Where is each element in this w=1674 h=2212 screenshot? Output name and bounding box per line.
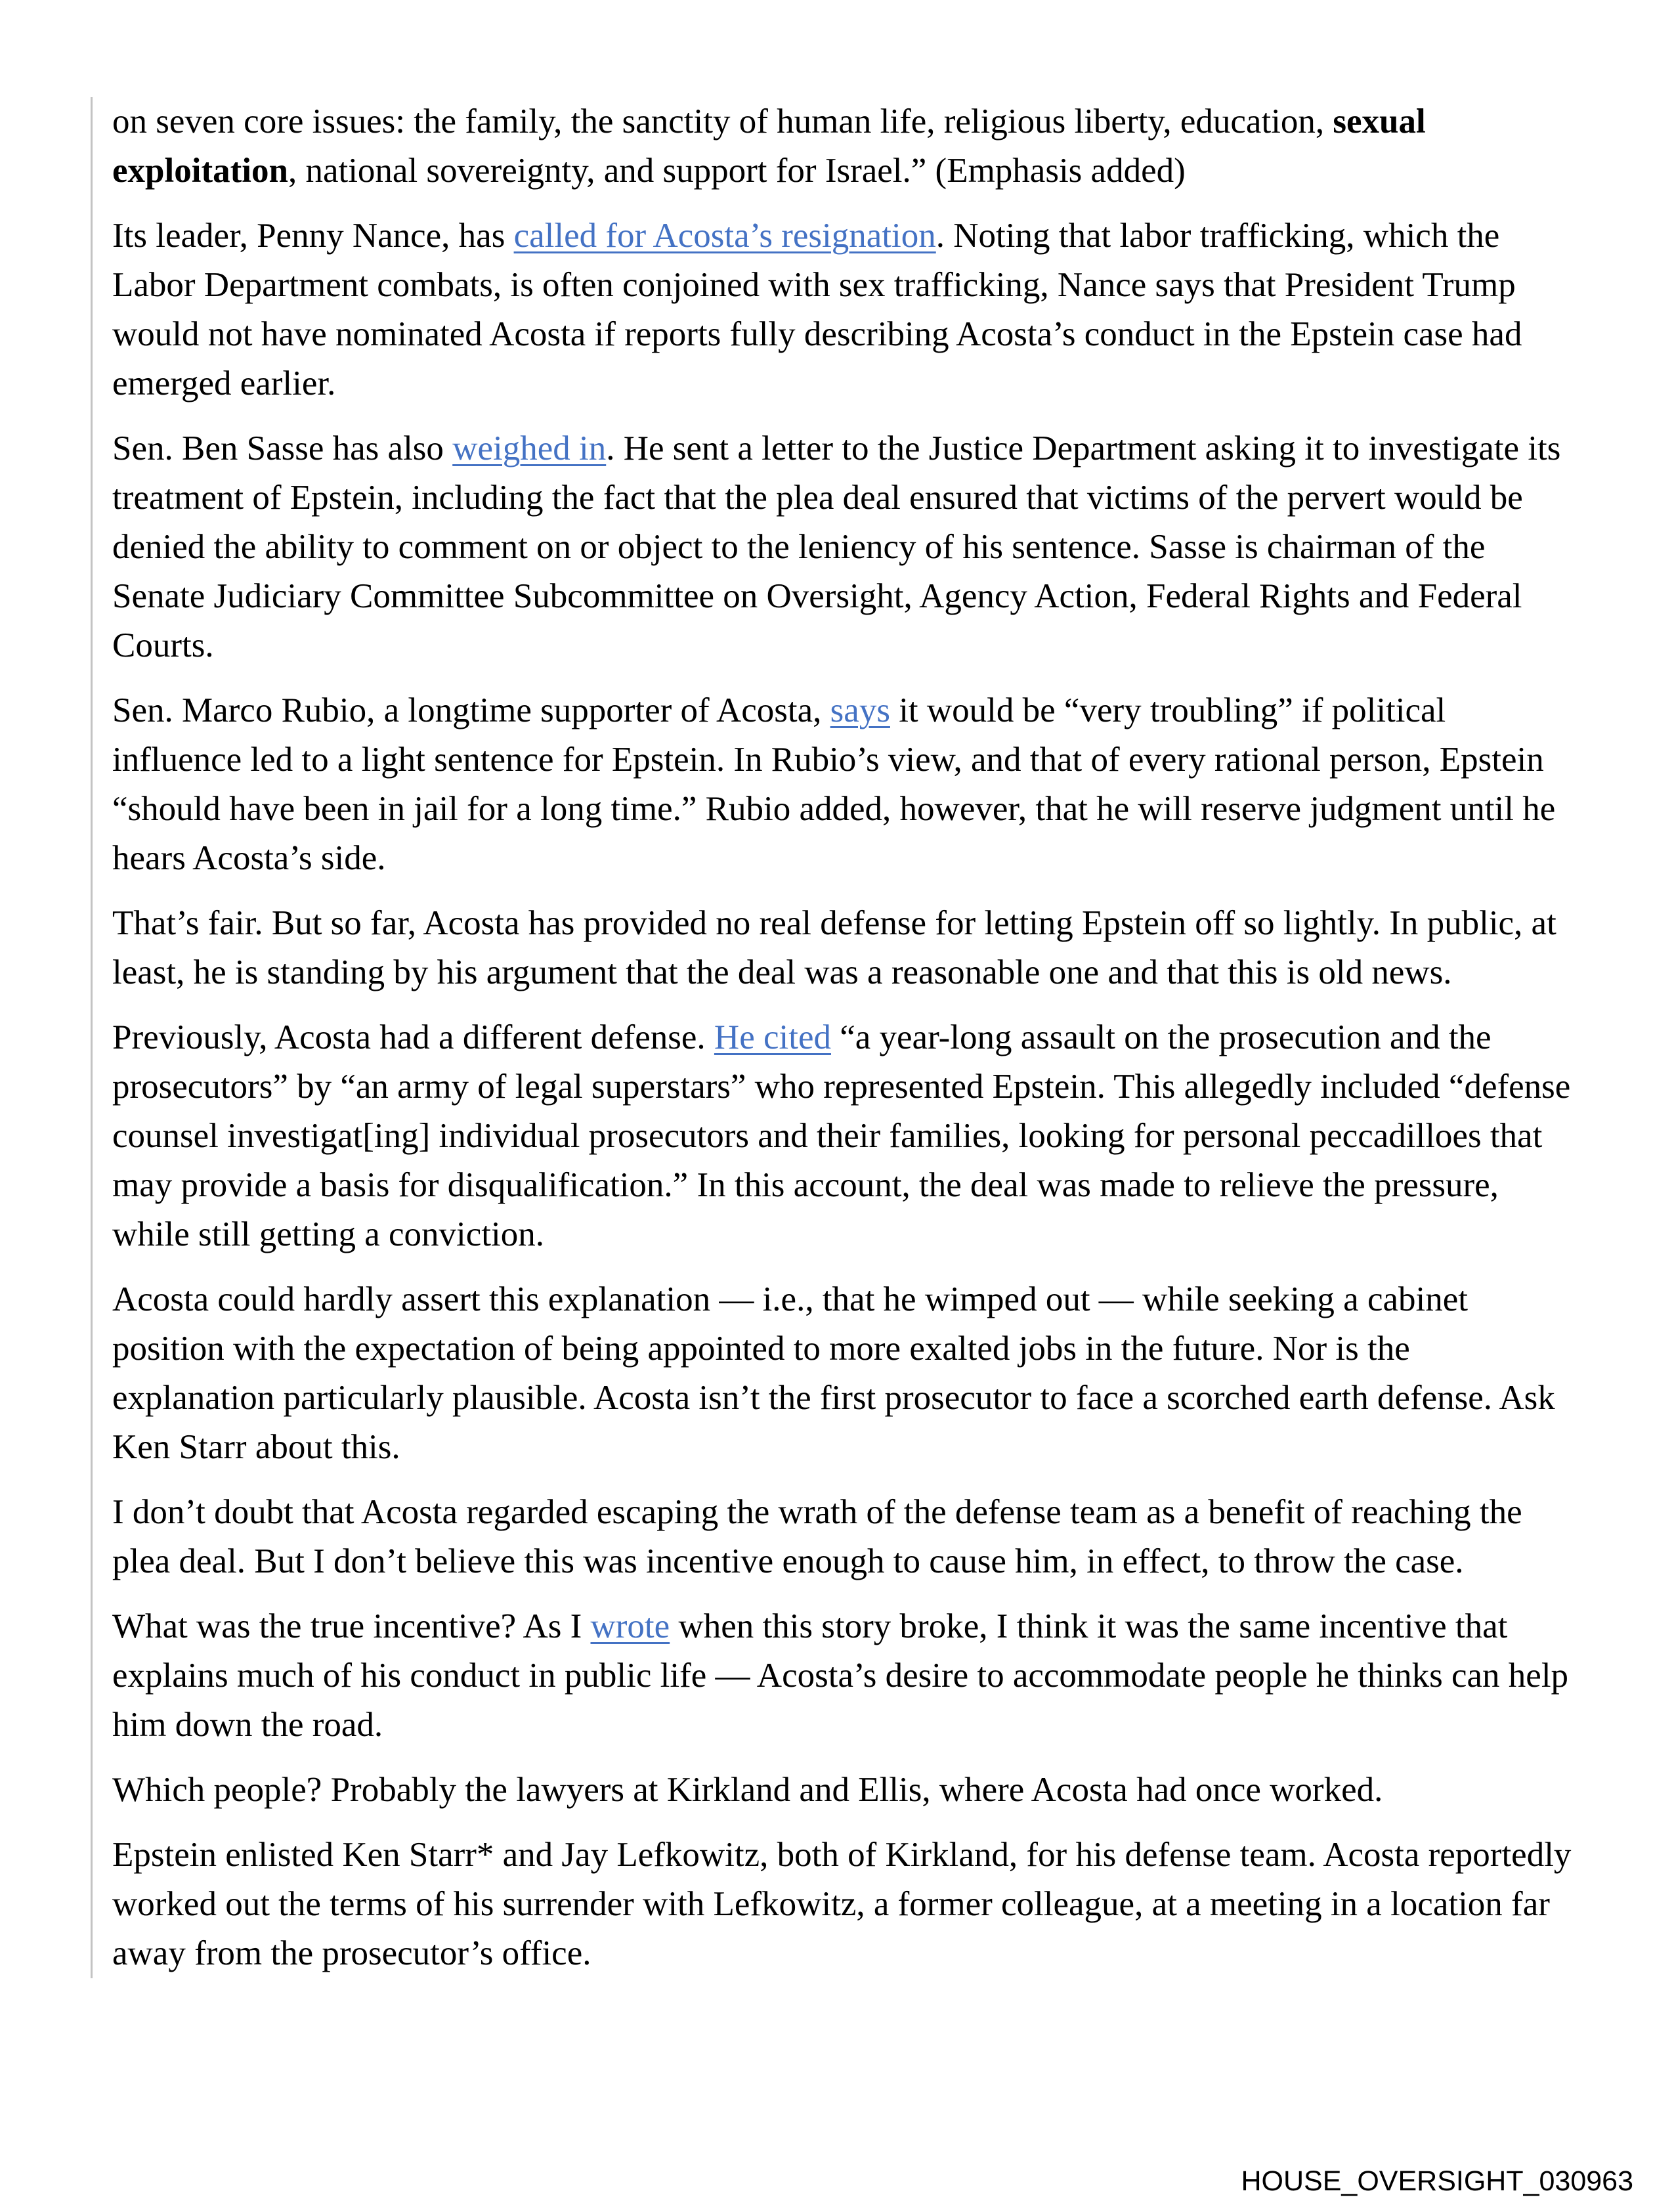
text-run: Previously, Acosta had a different defense. [112,1018,714,1056]
paragraph [112,1488,1576,1586]
text-run: Sen. Ben Sasse has also [112,429,453,467]
hyperlink[interactable]: weighed in [452,429,607,467]
paragraph [112,1831,1576,1978]
paragraph [112,424,1576,670]
paragraph [112,1766,1576,1815]
text-run: . Noting that labor trafficking, which the Labor Department combats, is often conjoined with sex trafficking, Nance says that President Trump would not have nominated Acosta if reports fully describing Acosta’s conduct in the Epstein case had emerged earlier. [112,217,1522,402]
hyperlink[interactable]: wrote [590,1607,670,1645]
article-body [91,97,1576,1978]
hyperlink[interactable]: says [830,691,890,729]
paragraph [112,1275,1576,1472]
text-run: Its leader, Penny Nance, has [112,217,514,255]
text-run: Which people? Probably the lawyers at Kirkland and Ellis, where Acosta had once worked. [112,1771,1383,1809]
paragraph [112,1602,1576,1750]
hyperlink[interactable]: He cited [714,1018,831,1056]
text-run: What was the true incentive? As I [112,1607,591,1645]
text-run: . He sent a letter to the Justice Department asking it to investigate its treatment of Epstein, including the fact that the plea deal ensured that victims of the pervert would be denied the ability to comment on or object to the leniency of his sentence. Sasse is chairman of the Senate Judiciary Committee Subcommittee on Oversight, Agency Action, Federal Rights and Federal Courts. [112,429,1561,664]
text-run: when this story broke, I think it was the same incentive that explains much of his conduct in public life — Acosta’s desire to accommodate people he thinks can help him down the road. [112,1607,1569,1744]
text-run: Acosta could hardly assert this explanation — i.e., that he wimped out — while seeking a cabinet position with the expectation of being appointed to more exalted jobs in the future. Nor is the explanation particularly plausible. Acosta isn’t the first prosecutor to face a scorched earth defense. Ask Ken Starr about this. [112,1280,1555,1466]
text-run: on seven core issues: the family, the sanctity of human life, religious liberty, education, [112,102,1333,141]
bold-text: sexual exploitation [112,102,1426,190]
text-run: “a year-long assault on the prosecution and the prosecutors” by “an army of legal superstars” who represented Epstein. This allegedly included “defense counsel investigat[ing] individual prosecutors and their families, looking for personal peccadilloes that may provide a basis for disqualification.” In this account, the deal was made to relieve the pressure, while still getting a conviction. [112,1018,1571,1253]
bates-number: HOUSE_OVERSIGHT_030963 [1241,2165,1633,2197]
text-run: , national sovereignty, and support for Israel.” (Emphasis added) [288,152,1186,190]
paragraph [112,97,1576,196]
text-run: That’s fair. But so far, Acosta has provided no real defense for letting Epstein off so lightly. In public, at least, he is standing by his argument that the deal was a reasonable one and that this is old news. [112,904,1556,991]
text-run: I don’t doubt that Acosta regarded escaping the wrath of the defense team as a benefit of reaching the plea deal. But I don’t believe this was incentive enough to cause him, in effect, to throw the case. [112,1493,1522,1580]
paragraph [112,1013,1576,1259]
hyperlink[interactable]: called for Acosta’s resignation [513,217,936,255]
paragraph [112,211,1576,408]
paragraph [112,686,1576,883]
text-run: Sen. Marco Rubio, a longtime supporter of Acosta, [112,691,830,729]
text-run: it would be “very troubling” if political influence led to a light sentence for Epstein. In Rubio’s view, and that of every rational person, Epstein “should have been in jail for a long time.” Rubio added, however, that he will reserve judgment until he hears Acosta’s side. [112,691,1556,877]
paragraph [112,899,1576,997]
text-run: Epstein enlisted Ken Starr* and Jay Lefkowitz, both of Kirkland, for his defense team. Acosta reportedly worked out the terms of his surrender with Lefkowitz, a former colleague, at a meeting in a location far away from the prosecutor’s office. [112,1836,1572,1972]
